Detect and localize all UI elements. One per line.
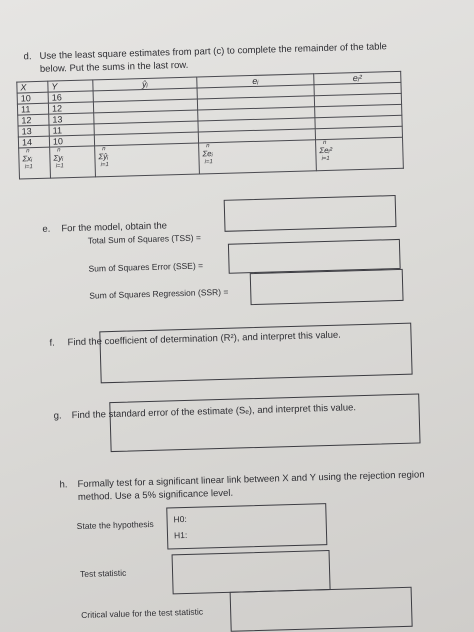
part-g-label: g. [53, 410, 62, 422]
sum-lower-limit: i=1 [100, 162, 109, 169]
cell-y: 16 [48, 91, 93, 103]
sum-upper-limit: n [206, 143, 210, 150]
sum-e-squared-cell[interactable] [316, 137, 404, 170]
sum-upper-limit: n [102, 146, 106, 153]
part-e-label: e. [42, 223, 51, 235]
part-h-label: h. [59, 479, 68, 491]
sse-label: Sum of Squares Error (SSE) = [88, 260, 204, 274]
part-d-instruction-line1: Use the least square estimates from part (c) to complete the remainder of the table [39, 41, 388, 62]
cell-x: 12 [18, 114, 49, 126]
cell-x: 14 [18, 136, 49, 148]
ssr-label: Sum of Squares Regression (SSR) = [89, 286, 229, 301]
sum-yhat-symbol: Σŷᵢ [98, 152, 109, 162]
tss-answer-box[interactable] [224, 195, 397, 232]
part-f-question: Find the coefficient of determination (R²), and interpret this value. [67, 329, 342, 349]
ssr-answer-box[interactable] [250, 269, 404, 305]
hypothesis-answer-box[interactable] [166, 503, 327, 549]
header-e-squared: eᵢ² [314, 71, 401, 84]
critical-value-answer-box[interactable] [230, 587, 413, 632]
part-h-instruction-line1: Formally test for a significant linear link between X and Y using the rejection region [77, 469, 425, 491]
critical-value-label: Critical value for the test statistic [81, 606, 204, 620]
sum-e-squared-symbol: Σeᵢ² [319, 145, 333, 156]
cell-x: 10 [17, 92, 48, 104]
sum-x-symbol: Σxᵢ [22, 154, 33, 164]
h1-label: H1: [173, 529, 188, 541]
cell-y: 11 [49, 124, 94, 136]
sum-lower-limit: i=1 [204, 159, 213, 166]
h0-label: H0: [173, 513, 187, 525]
regression-table [16, 71, 404, 180]
part-f-label: f. [49, 337, 56, 349]
sse-answer-box[interactable] [228, 239, 401, 274]
test-statistic-answer-box[interactable] [172, 550, 331, 594]
header-x: X [17, 81, 48, 93]
cell-x: 11 [17, 103, 48, 115]
header-y: Y [48, 80, 93, 92]
sum-e-symbol: Σeᵢ [202, 149, 213, 159]
hypothesis-label: State the hypothesis [76, 518, 154, 532]
sum-upper-limit: n [57, 147, 61, 154]
part-d-label: d. [23, 51, 32, 63]
part-g-question: Find the standard error of the estimate (Sₑ), and interpret this value. [71, 402, 357, 422]
header-e: eᵢ [197, 74, 314, 88]
part-f-answer-box[interactable] [99, 323, 412, 384]
part-e-instruction: For the model, obtain the [61, 220, 168, 235]
header-yhat: ŷᵢ [93, 77, 197, 91]
sum-upper-limit: n [26, 148, 30, 155]
part-g-answer-box[interactable] [109, 393, 420, 452]
sum-e-cell[interactable] [199, 140, 317, 174]
test-statistic-label: Test statistic [79, 567, 127, 579]
cell-y: 10 [49, 135, 94, 147]
cell-x: 13 [18, 125, 49, 137]
sum-y-symbol: Σyᵢ [53, 153, 64, 163]
sum-y-cell[interactable] [50, 146, 96, 178]
part-d-instruction-line2: below. Put the sums in the last row. [39, 59, 189, 75]
sum-x-cell[interactable] [19, 147, 51, 179]
cell-y: 13 [49, 113, 94, 125]
sum-yhat-cell[interactable] [95, 143, 200, 177]
part-h-instruction-line2: method. Use a 5% significance level. [77, 487, 234, 504]
sum-lower-limit: i=1 [24, 164, 33, 171]
sum-lower-limit: i=1 [55, 163, 64, 170]
cell-y: 12 [48, 102, 93, 114]
sum-upper-limit: n [323, 139, 327, 147]
sum-lower-limit: i=1 [321, 155, 330, 163]
tss-label: Total Sum of Squares (TSS) = [87, 232, 202, 246]
